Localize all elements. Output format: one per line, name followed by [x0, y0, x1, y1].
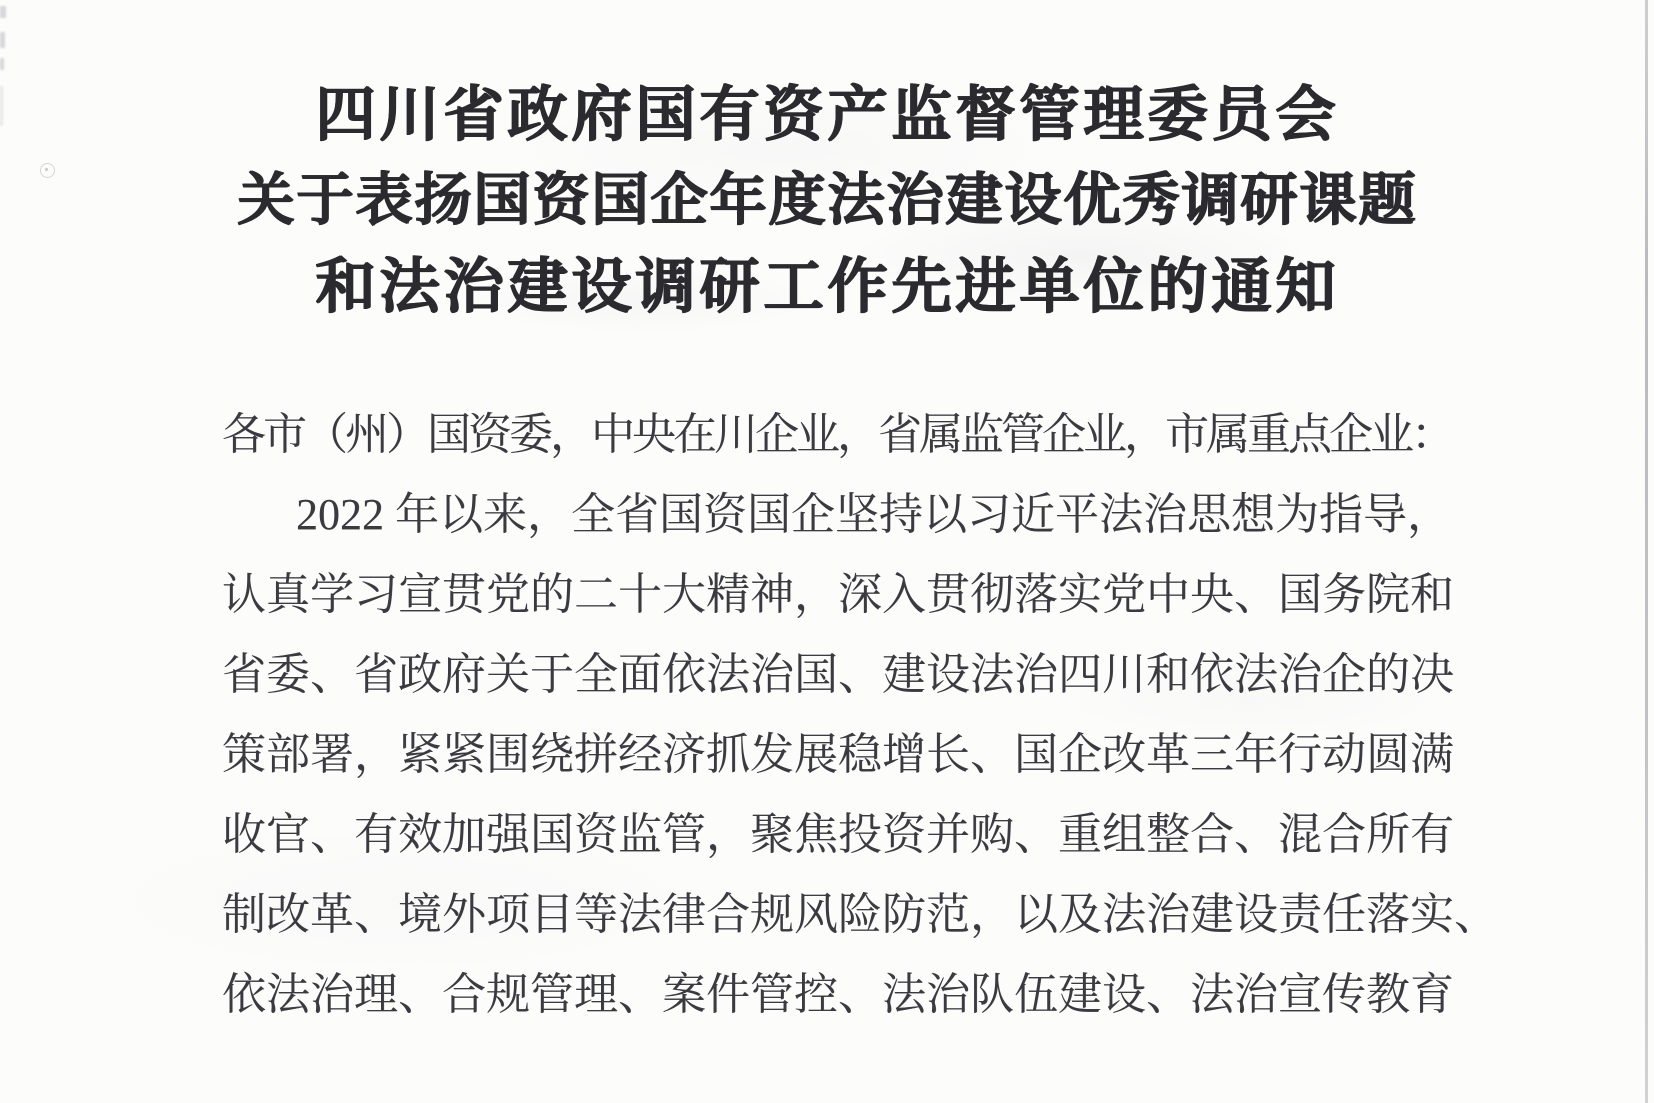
body-line: 依法治理、合规管理、案件管控、法治队伍建设、法治宣传教育 — [222, 970, 1454, 1019]
body-line: 收官、有效加强国资监管，聚焦投资并购、重组整合、混合所有 — [222, 810, 1454, 859]
body-line: 认真学习宣贯党的二十大精神，深入贯彻落实党中央、国务院和 — [222, 570, 1454, 619]
document-title — [0, 72, 1654, 330]
scan-edge-mark — [0, 58, 4, 70]
body-line: 制改革、境外项目等法律合规风险防范，以及法治建设责任落实、 — [222, 890, 1498, 939]
title-line-1: 四川省政府国有资产监督管理委员会 — [315, 82, 1339, 148]
salutation-line: 各市（州）国资委，中央在川企业，省属监管企业，市属重点企业： — [222, 410, 1452, 459]
body-line: 策部署，紧紧围绕拼经济抓发展稳增长、国企改革三年行动圆满 — [222, 730, 1454, 779]
scan-edge-mark — [0, 6, 6, 18]
document-body — [222, 395, 1498, 1035]
scan-edge-mark — [0, 32, 5, 48]
title-line-2: 关于表扬国资国企年度法治建设优秀调研课题 — [237, 169, 1417, 232]
title-line-3: 和法治建设调研工作先进单位的通知 — [315, 254, 1339, 320]
body-line: 2022 年以来，全省国资国企坚持以习近平法治思想为指导， — [296, 490, 1451, 539]
body-line: 省委、省政府关于全面依法治国、建设法治四川和依法治企的决 — [222, 650, 1454, 699]
